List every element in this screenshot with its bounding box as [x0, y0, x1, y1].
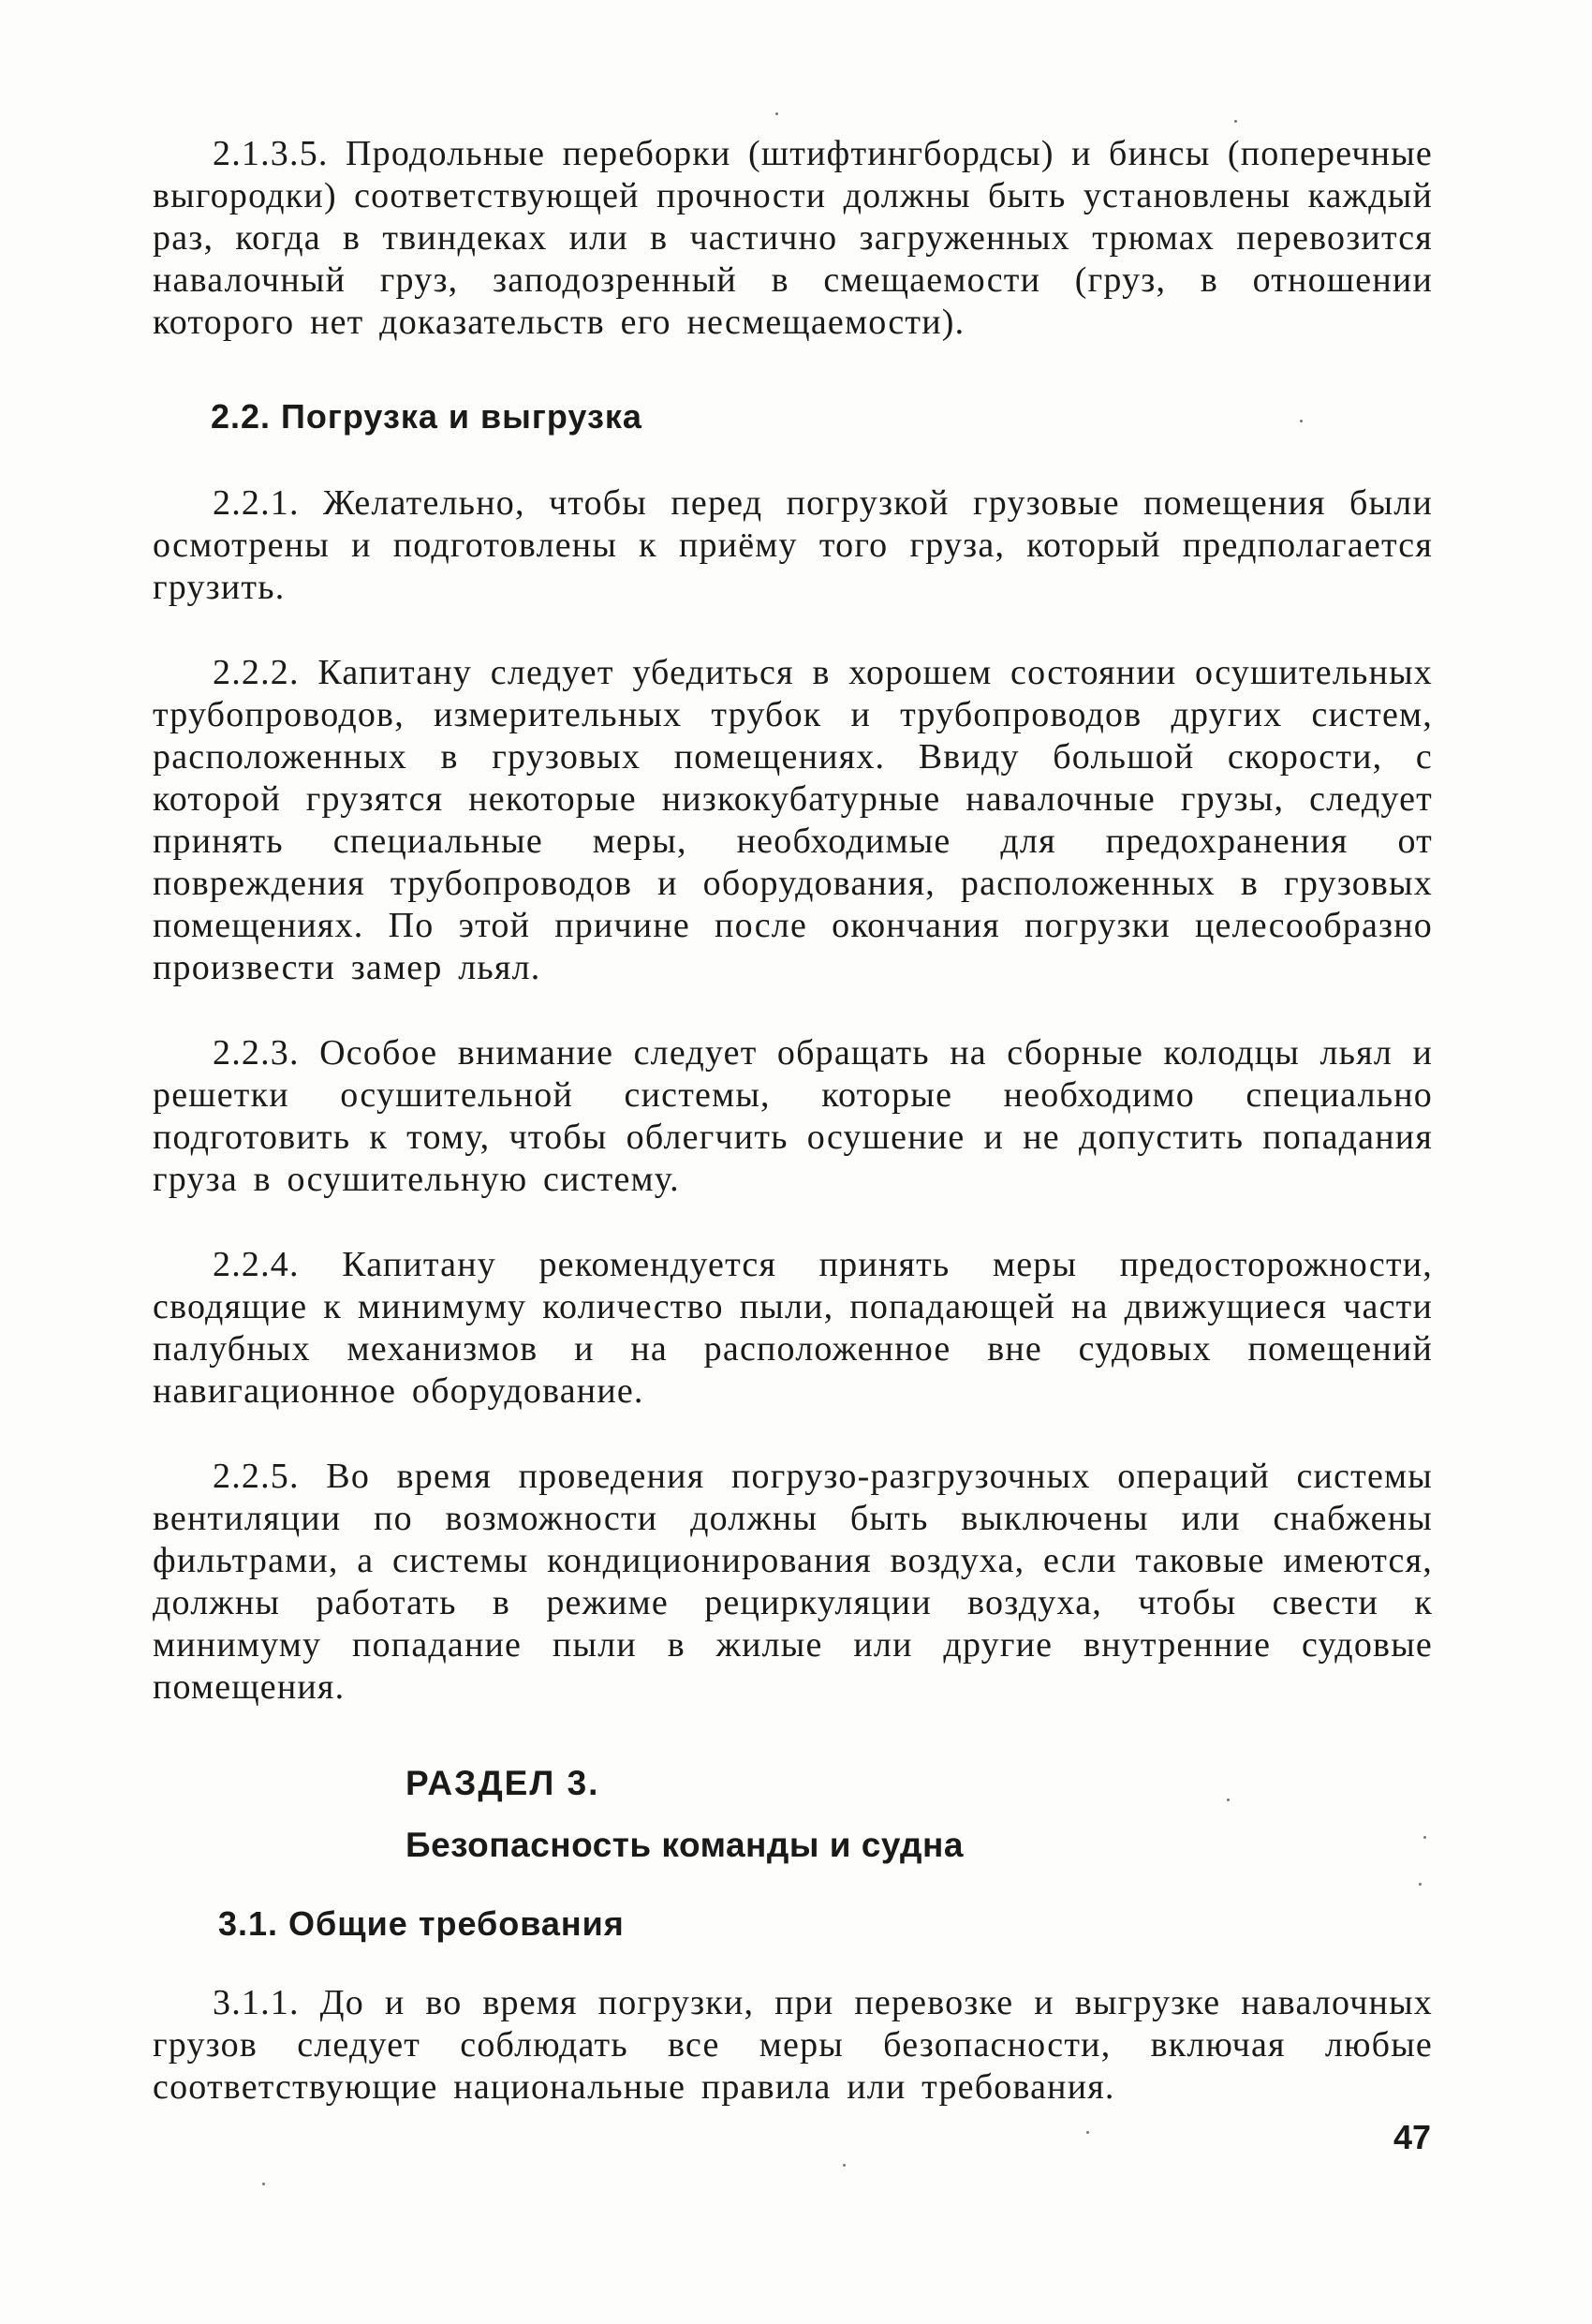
paragraph-2-2-3: 2.2.3. Особое внимание следует обращать на сборные колодцы льял и решетки осушительной системы, которые необходимо специально подготовить к тому, чтобы облегчить осушение и не допустить попадания груза в осушительную систему. [153, 1033, 1433, 1199]
scan-speck [1227, 1799, 1230, 1801]
scan-speck [1234, 120, 1237, 123]
section-subtitle: Безопасность команды и судна [405, 1826, 964, 1864]
heading-3-1: 3.1. Общие требования [218, 1904, 625, 1943]
heading-2-2: 2.2. Погрузка и выгрузка [211, 397, 642, 436]
paragraph-2-2-4: 2.2.4. Капитану рекомендуется принять меры предосторожности, сводящие к минимуму количество пыли, попадающей на движущиеся части палубных механизмов и на расположенное вне судовых помещений навигационное оборудование. [153, 1245, 1433, 1411]
scan-speck [262, 2183, 265, 2185]
text-column [153, 133, 1433, 2109]
page-number: 47 [1393, 2118, 1432, 2156]
paragraph-2-2-2: 2.2.2. Капитану следует убедиться в хорошем состоянии осушительных трубопроводов, измерительных трубок и трубопроводов других систем, расположенных в грузовых помещениях. Ввиду большой скорости, с которой грузятся некоторые низкокубатурные навалочные грузы, следует принять специальные меры, необходимые для предохранения от повреждения трубопроводов и оборудования, расположенных в грузовых помещениях. По этой причине после окончания погрузки целесообразно произвести замер льял. [153, 653, 1433, 987]
paragraph-2-2-5: 2.2.5. Во время проведения погрузо-разгрузочных операций системы вентиляции по возможности должны быть выключены или снабжены фильтрами, а системы кондиционирования воздуха, если таковые имеются, должны работать в режиме рециркуляции воздуха, чтобы свести к минимуму попадание пыли в жилые или другие внутренние судовые помещения. [153, 1457, 1433, 1707]
scan-speck [1086, 2131, 1089, 2134]
scan-speck [1300, 420, 1303, 422]
paragraph-3-1-1: 3.1.1. До и во время погрузки, при перевозке и выгрузке навалочных грузов следует соблюдать все меры безопасности, включая любые соответствующие национальные правила или требования. [153, 1983, 1433, 2107]
scan-speck [1423, 1836, 1426, 1839]
paragraph-2-1-3-5: 2.1.3.5. Продольные переборки (штифтингбордсы) и бинсы (поперечные выгородки) соответствующей прочности должны быть установлены каждый раз, когда в твиндеках или в частично загруженных трюмах перевозится навалочный груз, заподозренный в смещаемости (груз, в отношении которого нет доказательств его несмещаемости). [153, 134, 1433, 342]
scan-speck [775, 112, 778, 115]
scan-speck [843, 2164, 846, 2167]
scan-speck [1419, 1883, 1422, 1886]
section-title: РАЗДЕЛ 3. [405, 1764, 600, 1802]
paragraph-2-2-1: 2.2.1. Желательно, чтобы перед погрузкой грузовые помещения были осмотрены и подготовлены к приёму того груза, который предполагается грузить. [153, 483, 1433, 607]
